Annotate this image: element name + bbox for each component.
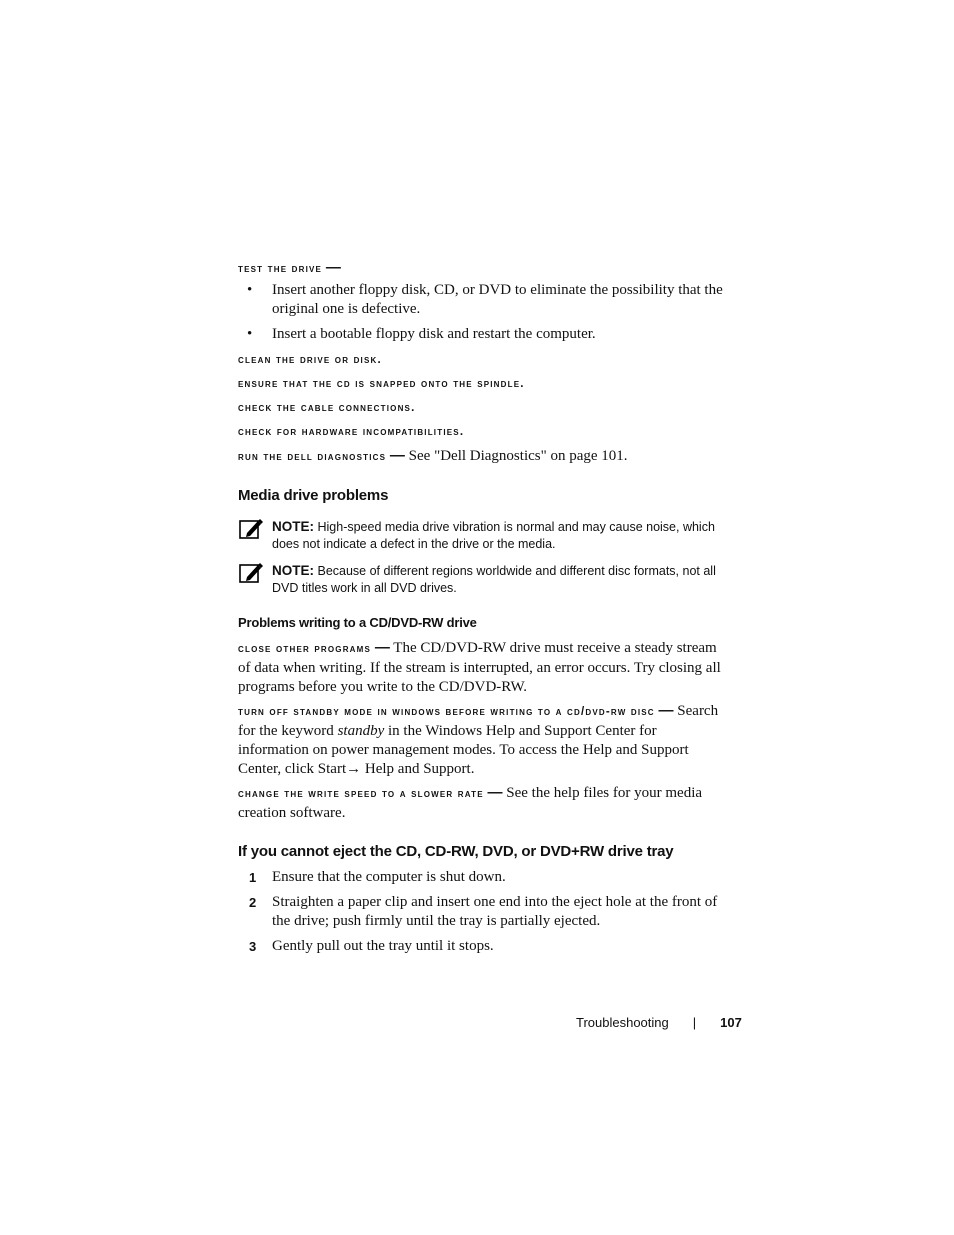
page-content bbox=[238, 258, 730, 962]
standby-label: turn off standby mode in windows before writing to a cd/dvd-rw disc bbox=[238, 706, 655, 718]
page-number: 107 bbox=[720, 1015, 742, 1030]
check-hardware-heading: check for hardware incompatibilities. bbox=[238, 426, 465, 438]
list-item: 3 Gently pull out the tray until it stops. bbox=[249, 938, 494, 954]
note-label: NOTE: bbox=[272, 519, 314, 534]
test-drive-heading bbox=[238, 258, 730, 279]
close-programs-label: close other programs bbox=[238, 643, 372, 655]
start-menu-ref: Start bbox=[317, 761, 347, 777]
list-item: 1 Ensure that the computer is shut down. bbox=[249, 869, 506, 885]
note-block bbox=[238, 562, 730, 597]
problems-writing-heading: Problems writing to a CD/DVD-RW drive bbox=[238, 615, 477, 630]
eject-steps-list bbox=[238, 868, 730, 956]
dash: — bbox=[325, 259, 341, 276]
media-drive-problems-heading: Media drive problems bbox=[238, 487, 389, 504]
write-speed-label: change the write speed to a slower rate bbox=[238, 788, 484, 800]
ensure-cd-heading: ensure that the cd is snapped onto the spindle. bbox=[238, 378, 525, 390]
footer-section-title: Troubleshooting bbox=[576, 1015, 669, 1030]
note-label: NOTE: bbox=[272, 563, 314, 578]
run-diagnostics-label: run the dell diagnostics bbox=[238, 451, 387, 463]
step-number: 3 bbox=[249, 939, 257, 954]
test-drive-label: test the drive bbox=[238, 263, 323, 275]
list-item: • Insert another floppy disk, CD, or DVD to eliminate the possibility that the original one is defective. bbox=[238, 281, 730, 319]
note-text: High-speed media drive vibration is normal and may cause noise, which does not indicate a defect in the drive or the media. bbox=[272, 520, 715, 551]
run-diagnostics-line: run the dell diagnostics — See "Dell Diagnostics" on page 101. bbox=[238, 447, 628, 464]
keyword: standby bbox=[337, 723, 385, 739]
check-cable-heading: check the cable connections. bbox=[238, 402, 416, 414]
step-number: 1 bbox=[249, 870, 257, 885]
help-support-ref: Help and Support bbox=[361, 761, 471, 777]
note-pencil-icon bbox=[239, 518, 263, 540]
arrow-icon: → bbox=[346, 761, 362, 777]
page-footer bbox=[576, 1015, 742, 1030]
clean-drive-heading: clean the drive or disk. bbox=[238, 354, 382, 366]
note-text: Because of different regions worldwide and different disc formats, not all DVD titles work in all DVD drives. bbox=[272, 564, 716, 595]
close-programs-paragraph: close other programs — The CD/DVD-RW drive must receive a steady stream of data when writing. If the stream is interrupted, an error occurs. Try closing all programs before you write to the CD/DVD-RW. bbox=[238, 639, 721, 695]
eject-tray-heading: If you cannot eject the CD, CD-RW, DVD, or DVD+RW drive tray bbox=[238, 843, 674, 860]
note-block bbox=[238, 518, 730, 553]
list-item: 2 Straighten a paper clip and insert one end into the eject hole at the front of the drive; push firmly until the tray is partially ejected. bbox=[249, 894, 718, 929]
diagnostics-reference: See "Dell Diagnostics" on page 101. bbox=[408, 448, 628, 464]
test-drive-list bbox=[238, 281, 730, 344]
standby-paragraph: turn off standby mode in windows before writing to a cd/dvd-rw disc — Search for the keyword standby in the Windows Help and Support Center for information on power management modes. To access the Help and Support Center, click Start→ Help and Support. bbox=[238, 702, 719, 777]
list-item: • Insert a bootable floppy disk and restart the computer. bbox=[238, 325, 730, 344]
write-speed-paragraph: change the write speed to a slower rate — See the help files for your media creation software. bbox=[238, 784, 703, 821]
footer-separator: | bbox=[692, 1015, 697, 1030]
step-number: 2 bbox=[249, 895, 257, 910]
note-pencil-icon bbox=[239, 562, 263, 584]
